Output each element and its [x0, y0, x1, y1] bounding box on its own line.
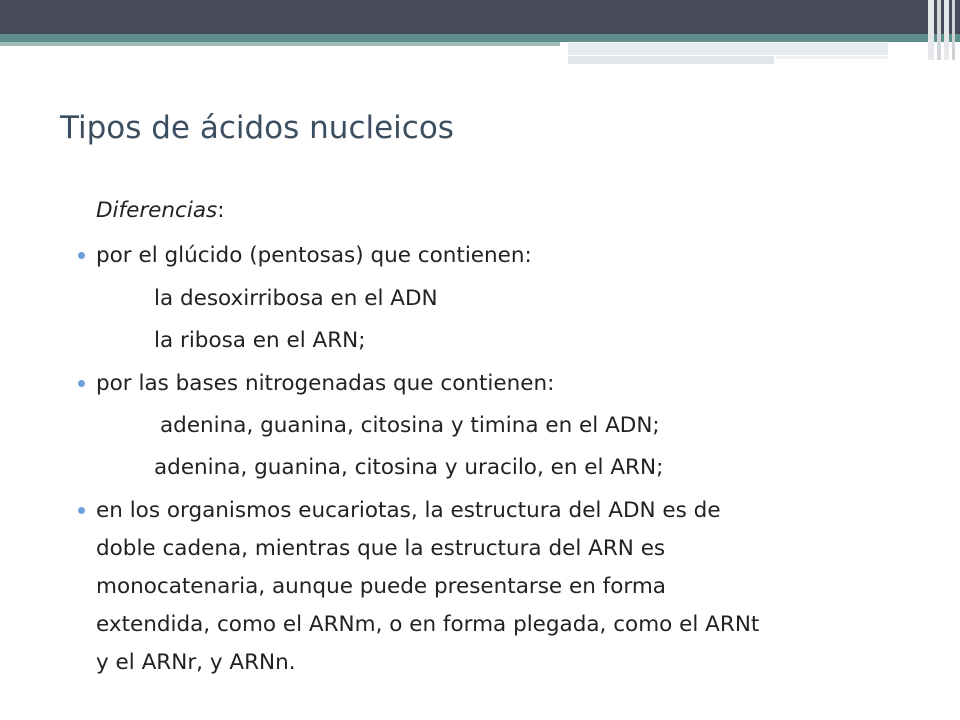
decorative-stripe — [952, 0, 955, 60]
bullet-text-line: doble cadena, mientras que la estructura del ARN es — [96, 536, 666, 561]
header-bar — [0, 0, 960, 34]
bullet-subline: adenina, guanina, citosina y timina en el ADN; — [160, 413, 660, 438]
header-accent-bar — [0, 34, 960, 42]
decorative-stripe — [944, 0, 949, 60]
decorative-stripe — [937, 0, 941, 60]
bullet-text-line: y el ARNr, y ARNn. — [96, 650, 296, 675]
decorative-line — [568, 42, 888, 55]
subheading-colon: : — [217, 198, 225, 223]
decorative-line — [776, 56, 888, 59]
bullet-subline: la desoxirribosa en el ADN — [154, 286, 438, 311]
bullet-icon — [78, 380, 85, 387]
slide-title: Tipos de ácidos nucleicos — [60, 110, 454, 146]
header-shadow-bar — [0, 42, 560, 46]
decorative-line — [568, 56, 774, 64]
bullet-icon — [78, 507, 85, 514]
bullet-subline: adenina, guanina, citosina y uracilo, en el ARN; — [154, 455, 664, 480]
bullet-text-line: en los organismos eucariotas, la estructura del ADN es de — [96, 498, 721, 523]
bullet-text-line: monocatenaria, aunque puede presentarse en forma — [96, 574, 666, 599]
bullet-icon — [78, 252, 85, 259]
bullet-text: por el glúcido (pentosas) que contienen: — [96, 243, 532, 268]
bullet-text-line: extendida, como el ARNm, o en forma plegada, como el ARNt — [96, 612, 760, 637]
subheading-text: Diferencias — [96, 198, 218, 223]
bullet-text: por las bases nitrogenadas que contienen: — [96, 371, 555, 396]
bullet-subline: la ribosa en el ARN; — [154, 328, 366, 353]
decorative-stripe — [928, 0, 934, 60]
subheading — [96, 200, 224, 222]
